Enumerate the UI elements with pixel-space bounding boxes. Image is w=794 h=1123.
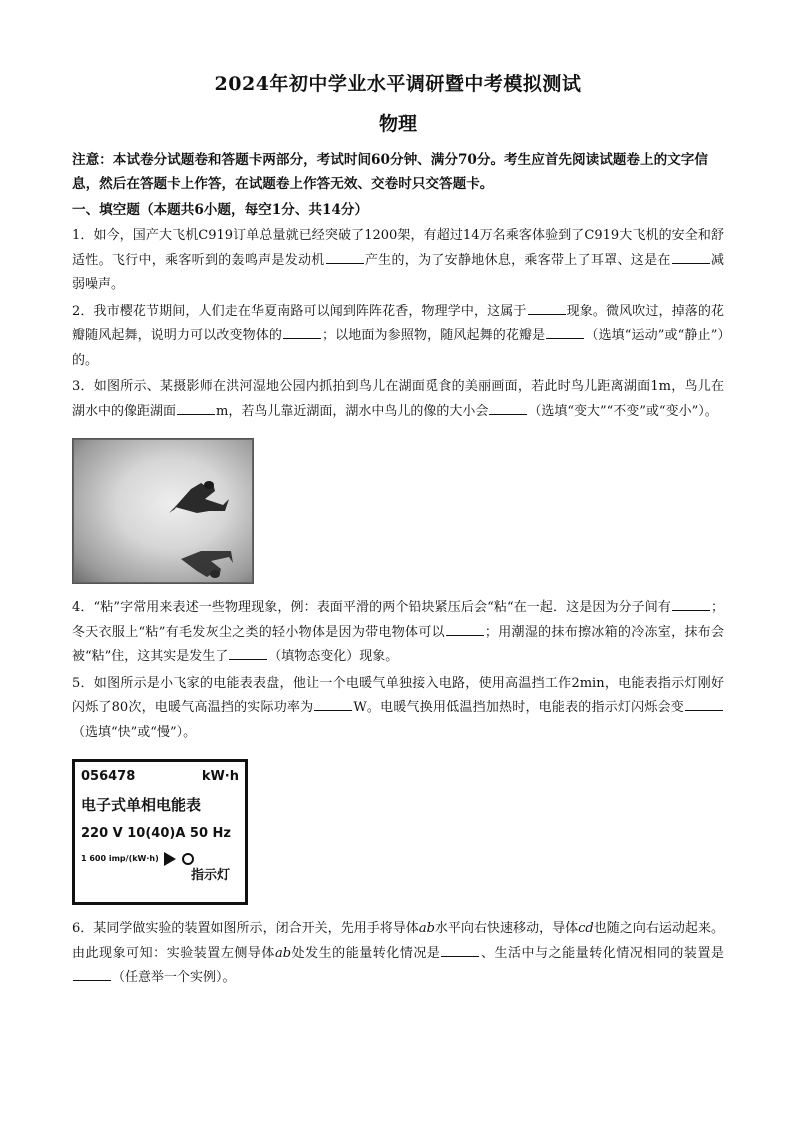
indicator-label: 指示灯 <box>191 868 231 883</box>
answer-blank <box>314 696 352 711</box>
answer-blank <box>283 324 321 339</box>
question-5: 5．如图所示是小飞家的电能表表盘，他让一个电暖气单独接入电路，使用高温挡工作2min，电能表指示灯刚好闪烁了80次，电暖气高温挡的实际功率为 W。电暖气换用低温挡加热时，电能表的指示灯闪烁会变（选填“快”或“慢”）。 <box>72 675 724 740</box>
meter-unit: kW·h <box>201 769 239 784</box>
meter-spec: 220 V 10(40)A 50 Hz <box>81 826 231 841</box>
answer-blank <box>546 324 584 339</box>
meter-name: 电子式单相电能表 <box>81 796 202 814</box>
page-title: 2024年初中学业水平调研暨中考模拟测试 <box>214 73 582 95</box>
answer-blank <box>672 596 710 611</box>
bird-reflection-icon <box>73 439 253 583</box>
question-1: 1．如今，国产大飞机C919订单总量就已经突破了1200架，有超过14万名乘客体验到了C919大飞机的安全和舒适性。飞行中，乘客听到的轰鸣声是发动机 产生的，为了安静地休息，乘客带上了耳罩、这是在 减弱噪声。 <box>72 228 724 292</box>
answer-blank <box>229 645 267 660</box>
question-6: 6．某同学做实验的装置如图所示，闭合开关，先用手将导体ab水平向右快速移动，导体cd也随之向右运动起来。由此现象可知：实验装置左侧导体ab处发生的能量转化情况是 、生活中与之能量转化情况相同的装置是（任意举一个实例）。 <box>72 921 724 985</box>
question-2: 2．我市樱花节期间，人们走在华夏南路可以闻到阵阵花香，物理学中，这属于 现象。微风吹过，掉落的花瓣随风起舞，说明力可以改变物体的 ；以地面为参照物，随风起舞的花瓣是 （选填“运动”或“静止”）的。 <box>72 300 724 374</box>
section-heading: 一、填空题（本题共6小题，每空1分、共14分） <box>72 202 369 218</box>
answer-blank <box>446 621 484 636</box>
answer-blank <box>672 249 710 264</box>
subject-title: 物理 <box>378 113 417 135</box>
meter-reading: 056478 <box>81 769 136 784</box>
answer-blank <box>73 966 111 981</box>
answer-blank <box>489 400 527 415</box>
bird-photo <box>72 438 254 584</box>
answer-blank <box>441 942 479 957</box>
indicator-light-icon <box>182 853 194 865</box>
answer-blank <box>528 300 566 315</box>
answer-blank <box>326 249 364 264</box>
energy-meter-figure <box>72 759 248 905</box>
answer-blank <box>685 696 723 711</box>
question-4: 4．“粘”字常用来表述一些物理现象，例：表面平滑的两个铅块紧压后会“粘“在一起．这是因为分子间有 ；冬天衣服上“粘”有毛发灰尘之类的轻小物体是因为带电物体可以 ；用潮湿的抹布擦冰箱的冷冻室，抹布会被“粘”住，这其实是发生了 （填物态变化）现象。 <box>72 596 724 670</box>
meter-imp: 1 600 imp/(kW·h) <box>81 854 159 863</box>
triangle-indicator-icon <box>164 852 176 866</box>
notice-text: 注意：本试卷分试题卷和答题卡两部分，考试时间60分钟、满分70分。考生应首先阅读试题卷上的文字信息，然后在答题卡上作答，在试题卷上作答无效、交卷时只交答题卡。 <box>72 152 708 192</box>
answer-blank <box>177 400 215 415</box>
question-3: 3．如图所示、某摄影师在洪河湿地公园内抓拍到鸟儿在湖面觅食的美丽画面，若此时鸟儿距离湖面1m，鸟儿在湖水中的像距湖面 m，若鸟儿靠近湖面，湖水中鸟儿的像的大小会 （选填“变大”“不变”或“变小”）。 <box>72 379 724 419</box>
